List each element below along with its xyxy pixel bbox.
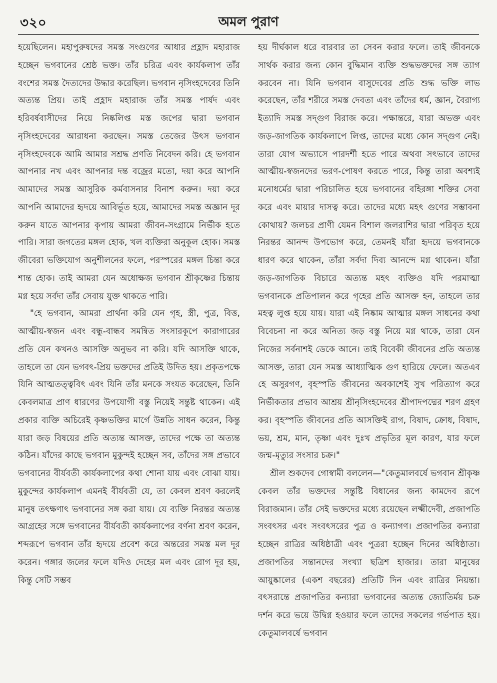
right-column (258, 40, 480, 676)
header-rule (18, 34, 479, 35)
right-paragraph-1: হয় দীর্ঘকাল ধরে বারবার তা সেবন করার ফলে। তাই জীবনকে সার্থক করার জন্য কোন বুদ্ধিমান ব্যক্তি শুদ্ধভক্তদের সঙ্গ ত্যাগ করবেন না। যিনি ভগবান বাসুদেবের প্রতি শুদ্ধ ভক্তি লাভ করেছেন, তাঁর শরীরে সমস্ত দেবতা এবং তাঁদের ধর্ম, জ্ঞান, বৈরাগ্য ইত্যাদি সমস্ত সদ্গুণ বিরাজ করে। পক্ষান্তরে, যারা অভক্ত এবং জড়-জাগতিক কার্যকলাপে লিপ্ত, তাদের মধ্যে কোন সদ্গুণ নেই। তারা যোগ অভ্যাসে পারদর্শী হতে পারে অথবা সৎভাবে তাদের আত্মীয়-স্বজনদের ভরণ-পোষণ করতে পারে, কিন্তু তারা অবশ্যই মনোধর্মের দ্বারা পরিচালিত হয়ে ভগবানের বহিরঙ্গা শক্তির সেবা করে এবং মায়ার দাসত্ব করে। তাদের মধ্যে মহৎ গুণের সম্ভাবনা কোথায়? জলচর প্রাণী যেমন বিশাল জলরাশির দ্বারা পরিবৃত হয়ে নিরন্তর আনন্দ উপভোগ করে, তেমনই যাঁরা হৃদয়ে ভগবানকে ধারণ করে থাকেন, তাঁরা সর্বদা দিব্য আনন্দে মগ্ন থাকেন। যাঁরা জড়-জাগতিক বিচারে অত্যন্ত মহৎ ব্যক্তিও যদি পরমাত্মা ভগবানকে প্রতিপালন করে গৃহের প্রতি আসক্ত হন, তাহলে তার মহত্ব লুপ্ত হয়ে যায়। যারা এই নিষ্কাম আত্মার মঙ্গল সাধনের কথা বিবেচনা না করে অনিত্য জড় বস্তু নিয়ে মগ্ন থাকে, তারা যেন নিজের সর্বনাশই ডেকে আনে। তাই বিবেকী জীবনের প্রতি অত্যন্ত আসক্ত, তারা যেন সমস্ত আধ্যাত্মিক গুণ হারিয়ে ফেলে। অতএব হে অসুরগণ, বৃহস্পতি জীবনের অবকাশেই সুখ পরিত্যাগ করে নির্ভীকতার প্রভাব আশ্রয় শ্রীনৃসিংহদেবের শ্রীপাদপদ্মের শরণ গ্রহণ কর। বৃহস্পতি জীবনের প্রতি আসক্তিই রাগ, বিষাদ, ক্রোধ, বিষাদ, ভয়, শ্রম, মান, তৃষ্ণা এবং দুঃখ প্রভৃতির মূল কারণ, যার ফলে জন্ম-মৃত্যুর সংসার চক্র।" (258, 43, 480, 462)
left-paragraph-2: "হে ভগবান, আমরা প্রার্থনা করি যেন গৃহ, স্ত্রী, পুত্র, বিত্ত, আত্মীয়-স্বজন এবং বন্ধু-বান্ধব সমন্বিত সংসারকূপে কারাগারের প্রতি যেন কখনও আসক্তি অনুভব না করি। যদি আসক্তি থাকে, তাহলে তা যেন ভগবৎ-প্রিয় ভক্তদের প্রতিই উদিত হয়। প্রকৃতপক্ষে যিনি আত্মতত্ত্ববিৎ এবং যিনি তাঁর মনকে সংযত করেছেন, তিনি কেবলমাত্র প্রাণ ধারণের উপযোগী বস্তু নিয়েই সন্তুষ্ট থাকেন। এই প্রকার ব্যক্তি অচিরেই কৃষ্ণভক্তির মার্গে উন্নতি সাধন করেন, কিন্তু যারা জড় বিষয়ের প্রতি অত্যন্ত আসক্ত, তাদের পক্ষে তা অত্যন্ত কঠিন। যাঁদের কাছে ভগবান মুকুন্দই হচ্ছেন সব, তাঁদের সঙ্গ প্রভাবে ভগবানের বীর্যবতী কার্যকলাপের কথা শোনা যায় এবং বোঝা যায়। মুকুন্দের কার্যকলাপ এমনই বীর্যবতী যে, তা কেবল শ্রবণ করলেই মানুষ তৎক্ষণাৎ ভগবানের সঙ্গ করা যায়। যে ব্যক্তি নিরন্তর অত্যন্ত আগ্রহের সঙ্গে ভগবানের বীর্যবতী কার্যকলাপের বর্ণনা শ্রবণ করেন, শব্দরূপে ভগবান তাঁর হৃদয়ে প্রবেশ করে অন্তরের সমস্ত মল দূর করেন। গঙ্গার জলের ফলে যদিও দেহের মল এবং রোগ দূর হয়, কিন্তু সেটি সম্ভব (18, 309, 240, 586)
running-title: অমল পুরাণ (218, 15, 279, 30)
page-header (0, 8, 497, 34)
left-paragraph-1: হয়েছিলেন। মহাপুরুষদের সমস্ত সংগুণের আধার প্রহ্লাদ মহারাজ হচ্ছেন ভগবানের শ্রেষ্ঠ ভক্ত। তাঁর চরিত্র এবং কার্যকলাপ তাঁর বংশের সমস্ত দৈত্যদের উদ্ধার করেছিল। ভগবান নৃসিংহদেবের তিনি অত্যন্ত প্রিয়। তাই প্রহ্লাদ মহারাজ তাঁর সমস্ত পার্ষদ এবং হরিবর্ষবাসীদের নিয়ে নিষ্কলিপ্ত মস্ত জপের দ্বারা ভগবান নৃসিংহদেবের আরাধনা করছেন। সমস্ত তেজের উৎস ভগবান নৃসিংহদেবকে আমি আমার সশ্রদ্ধ প্রণতি নিবেদন করি। হে ভগবান আপনার নখ এবং আপনার দন্ত বজ্রের মতো, দয়া করে আপনি আমাদের সমস্ত আসুরিক কর্মবাসনার বিনাশ করুন। দয়া করে আপনি আমাদের হৃদয়ে আবির্ভূত হয়ে, আমাদের সমস্ত অজ্ঞান দূর করুন যাতে আপনার কৃপায় আমরা জীবন-সংগ্রামে নির্ভীক হতে পারি। সারা জগতের মঙ্গল হোক, খল ব্যক্তিরা অনুকূল হোক। সমস্ত জীবেরা ভক্তিযোগ অনুশীলনের ফলে, পরস্পরের মঙ্গল চিন্তা করে শান্ত হোক। তাই আমরা যেন অধোক্ষজ ভগবান শ্রীকৃষ্ণের চিন্তায় মগ্ন হয়ে সর্বদা তাঁর সেবায় যুক্ত থাকতে পারি। (18, 43, 240, 302)
right-paragraph-2: শ্রীল শুকদেব গোস্বামী বললেন—"কেতুমালবর্ষে ভগবান শ্রীকৃষ্ণ কেবল তাঁর ভক্তদের সন্তুষ্টি বিধানের জন্য কামদেব রূপে বিরাজমান। তাঁর সেই ভক্তদের মধ্যে রয়েছেন লক্ষ্মীদেবী, প্রজাপতি সংবৎসর এবং সংবৎসরের পুত্র ও কন্যাগণ। প্রজাপতির কন্যারা হচ্ছেন রাত্রির অধিষ্ঠাত্রী এবং পুত্ররা হচ্ছেন দিনের অধিষ্ঠাতা। প্রজাপতির সন্তানদের সংখ্যা ছত্রিশ হাজার। তারা মানুষের আয়ুষ্কালের (একশ বছরের) প্রতিটি দিন এবং রাত্রির নিয়ন্তা। বৎসরান্তে প্রজাপতির কন্যারা ভগবানের অত্যন্ত জ্যোতির্ময় চক্র দর্শন করে ভয়ে উদ্বিগ্ন হওয়ার ফলে তাদের সকলের গর্ভপাত হয়। কেতুমালবর্ষে ভগবান (258, 469, 480, 639)
left-column (18, 40, 240, 676)
page-number: ৩২০ (20, 16, 47, 31)
